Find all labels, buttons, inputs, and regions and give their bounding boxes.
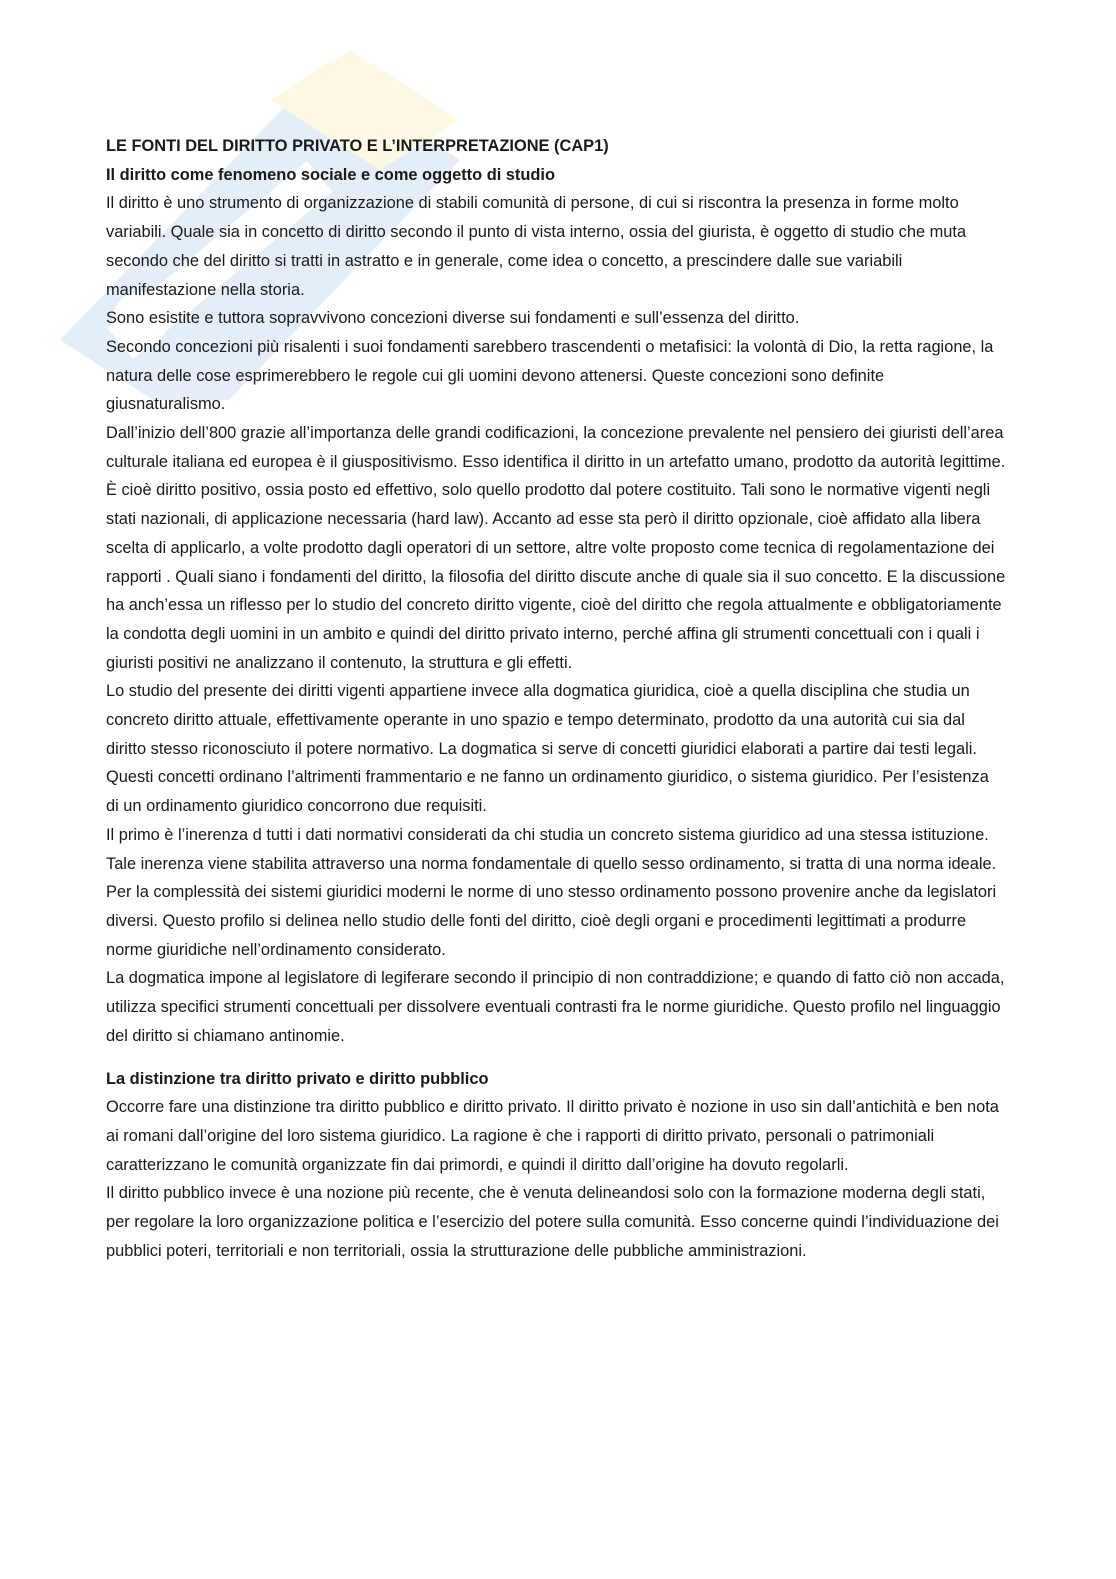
document-body bbox=[106, 132, 1006, 1265]
paragraph: Il diritto pubblico invece è una nozione più recente, che è venuta delineandosi solo con la formazione moderna degli stati, per regolare la loro organizzazione politica e l’esercizio del potere sulla comunità. Esso concerne quindi l’individuazione dei pubblici poteri, territoriali e non territoriali, ossia la strutturazione delle pubbliche amministrazioni. bbox=[106, 1184, 999, 1260]
section-heading: Il diritto come fenomeno sociale e come oggetto di studio bbox=[106, 165, 555, 184]
paragraph: Il primo è l’inerenza d tutti i dati normativi considerati da chi studia un concreto sistema giuridico ad una stessa istituzione. Tale inerenza viene stabilita attraverso una norma fondamentale di quello sesso ordinamento, si tratta di una norma ideale. Per la complessità dei sistemi giuridici moderni le norme di uno stesso ordinamento possono provenire anche da legislatori diversi. Questo profilo si delinea nello studio delle fonti del diritto, cioè degli organi e procedimenti legittimati a produrre norme giuridiche nell’ordinamento considerato. bbox=[106, 825, 997, 959]
paragraph: Dall’inizio dell’800 grazie all’importanza delle grandi codificazioni, la concezione prevalente nel pensiero dei giuristi dell’area culturale italiana ed europea è il giuspositivismo. Esso identifica il diritto in un artefatto umano, prodotto da autorità legittime. È cioè diritto positivo, ossia posto ed effettivo, solo quello prodotto dal potere costituito. Tali sono le normative vigenti negli stati nazionali, di applicazione necessaria (hard law). Accanto ad esse sta però il diritto opzionale, cioè affidato alla libera scelta di applicarlo, a volte prodotto dagli operatori di un settore, altre volte proposto come tecnica di regolamentazione dei rapporti . Quali siano i fondamenti del diritto, la filosofia del diritto discute anche di quale sia il suo concetto. E la discussione ha anch’essa un riflesso per lo studio del concreto diritto vigente, cioè del diritto che regola attualmente e obbligatoriamente la condotta degli uomini in un ambito e quindi del diritto privato interno, perché affina gli strumenti concettuali con i quali i giuristi positivi ne analizzano il contenuto, la struttura e gli effetti. bbox=[106, 424, 1006, 672]
paragraph: Il diritto è uno strumento di organizzazione di stabili comunità di persone, di cui si riscontra la presenza in forme molto variabili. Quale sia in concetto di diritto secondo il punto di vista interno, ossia del giurista, è oggetto di studio che muta secondo che del diritto si tratti in astratto e in generale, come idea o concetto, a prescindere dalle sue variabili manifestazione nella storia. bbox=[106, 194, 967, 299]
section-spacer bbox=[106, 1051, 1006, 1065]
paragraph: Lo studio del presente dei diritti vigenti appartiene invece alla dogmatica giuridica, cioè a quella disciplina che studia un concreto diritto attuale, effettivamente operante in uno spazio e tempo determinato, prodotto da una autorità cui sia dal diritto stesso riconosciuto il potere normativo. La dogmatica si serve di concetti giuridici elaborati a partire dai testi legali. Questi concetti ordinano l’altrimenti frammentario e ne fanno un ordinamento giuridico, o sistema giuridico. Per l’esistenza di un ordinamento giuridico concorrono due requisiti. bbox=[106, 682, 989, 816]
paragraph: Sono esistite e tuttora sopravvivono concezioni diverse sui fondamenti e sull’essenza del diritto. bbox=[106, 309, 800, 328]
paragraph: Secondo concezioni più risalenti i suoi fondamenti sarebbero trascendenti o metafisici: la volontà di Dio, la retta ragione, la natura delle cose esprimerebbero le regole cui gli uomini devono attenersi. Queste concezioni sono definite giusnaturalismo. bbox=[106, 337, 994, 414]
section-heading: La distinzione tra diritto privato e diritto pubblico bbox=[106, 1069, 489, 1088]
paragraph: Occorre fare una distinzione tra diritto pubblico e diritto privato. Il diritto privato è nozione in uso sin dall’antichità e ben nota ai romani dall’origine del loro sistema giuridico. La ragione è che i rapporti di diritto privato, personali o patrimoniali caratterizzano le comunità organizzate fin dai primordi, e quindi il diritto dall’origine ha dovuto regolarli. bbox=[106, 1098, 999, 1174]
paragraph: La dogmatica impone al legislatore di legiferare secondo il principio di non contraddizione; e quando di fatto ciò non accada, utilizza specifici strumenti concettuali per dissolvere eventuali contrasti fra le norme giuridiche. Questo profilo nel linguaggio del diritto si chiamano antinomie. bbox=[106, 969, 1005, 1045]
document-title: LE FONTI DEL DIRITTO PRIVATO E L’INTERPRETAZIONE (CAP1) bbox=[106, 137, 609, 155]
